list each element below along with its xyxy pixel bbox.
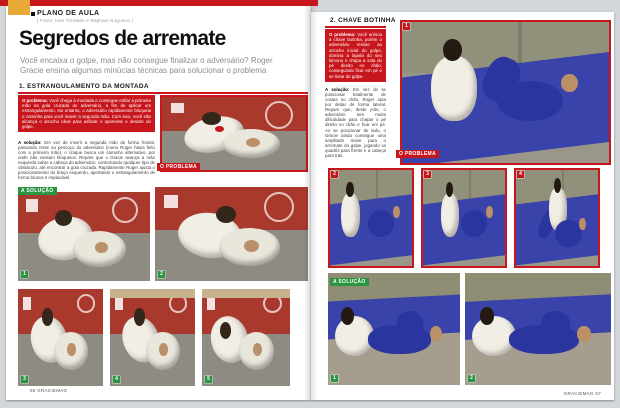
photo-solution-2 xyxy=(465,273,611,385)
step-number-badge: 5 xyxy=(205,376,212,383)
solution-label-2: A solução: xyxy=(325,87,350,92)
problem-box-2 xyxy=(325,29,386,82)
figure-head-skin xyxy=(430,326,442,343)
figure-head-dark xyxy=(554,178,561,193)
solution-text-1: Em vez de inserir a segunda mão de forma frontal, passando rente ao pescoço do adversário (como Roger havia feito com a primeira mão), o craque busca um caminho alternativo, por onde não existam bloqueios. Repare que o Gracie avança a mão esquerda sobre a cabeça do adversário, contornando qualquer tipo de obstáculo, até encontrar a gola cruzada. Rapidamente Roger ajusta o posicionamento do braço esquerdo, apertando o estrangulamento de forma brusca e implacável. xyxy=(18,140,155,181)
figure-head-bald xyxy=(67,343,76,356)
kicker-row xyxy=(31,10,100,17)
photo-problem-step-4 xyxy=(514,168,600,268)
figure-head-dark xyxy=(42,308,53,325)
figure-head-dark xyxy=(202,112,221,125)
figure-head-dark xyxy=(346,182,353,197)
figure-white-gi xyxy=(341,193,359,237)
figure-head-dark xyxy=(341,307,354,325)
section-1-rule xyxy=(18,92,308,94)
photo-step-1 xyxy=(18,192,150,281)
figure-head-skin xyxy=(393,206,400,218)
figure-head-dark xyxy=(480,307,495,325)
figure-blue-gi-torso xyxy=(461,210,487,237)
figure-head-bald xyxy=(159,343,168,356)
step-number-badge: 4 xyxy=(113,376,120,383)
photo-step-2 xyxy=(155,187,308,281)
photo-problem-step-3 xyxy=(421,168,507,268)
top-red-bar xyxy=(0,0,318,6)
figure-blue-gi-torso xyxy=(497,81,563,120)
solution-text-2: Em vez de se posicionar totalmente de costas no chão, Roger opta por deitar de forma lateral. Repare que, deste jeito, o adversário tem muita dificuldade para chapar o pé direito no chão e ficar em pé. Ao se posicionar de lado, o Gracie ainda consegue uma amplitude maior para o arremate do golpe, jogando os quadris para frente e a cabeça para trás. xyxy=(325,87,386,158)
solution-tag-1: A SOLUÇÃO xyxy=(18,187,57,195)
solution-label-1: A solução: xyxy=(18,140,42,145)
figure-head-bald xyxy=(244,240,259,252)
figure-head-bald xyxy=(95,242,108,254)
figure-head-dark xyxy=(55,210,72,226)
photo-solution-1 xyxy=(328,273,460,385)
solution-paragraph-1 xyxy=(18,140,155,181)
kicker-label: PLANO DE AULA xyxy=(37,10,100,17)
right-page xyxy=(311,12,614,400)
section-2-rule xyxy=(325,26,386,28)
section-1-title: 1. ESTRANGULAMENTO DA MONTADA xyxy=(19,83,149,90)
photo-problem-step-2 xyxy=(328,168,414,268)
problem-tag-2: O PROBLEMA xyxy=(396,150,439,158)
photo-problem-mount xyxy=(160,95,308,172)
problem-tag-1: O PROBLEMA xyxy=(157,163,200,171)
figure-head-skin xyxy=(486,206,493,218)
step-number-badge: 1 xyxy=(331,375,338,382)
gi-patch xyxy=(215,126,224,132)
figure-head-bald xyxy=(253,343,262,356)
figure-head-dark xyxy=(134,308,145,325)
figure-blue-gi-torso xyxy=(555,220,581,247)
step-number-badge: 2 xyxy=(468,375,475,382)
solution-paragraph-2 xyxy=(325,87,386,158)
step-number-badge: 2 xyxy=(331,171,338,178)
corner-yellow-square xyxy=(8,0,30,15)
figure-blue-gi-torso xyxy=(509,325,579,354)
figure-white-gi xyxy=(441,193,459,237)
problem-label-2: O problema: xyxy=(329,32,356,37)
solution-tag-2: A SOLUÇÃO xyxy=(330,278,369,286)
problem-text-2: Você arrisca a chave botinha, porém o adversário resiste ao arrocho inicial do golpe, domina a lapela do seu kimono e chapa a sola do pé direito no chão, conseguindo ficar em pé e se livrar do golpe. xyxy=(329,32,382,79)
photo-credits: [ Fotos: Ivan Trindade e Raphael Nogueira ] xyxy=(37,18,133,23)
deck-text: Você encaixa o golpe, mas não consegue finalizar o adversário? Roger Gracie ensina algumas minúcias técnicas para solucionar o problema xyxy=(20,56,273,75)
figure-blue-gi-torso xyxy=(368,210,394,237)
left-page xyxy=(6,6,311,400)
figure-white-gi xyxy=(431,56,477,121)
figure-head-dark xyxy=(216,206,236,223)
photo-step-4 xyxy=(110,289,195,386)
step-number-badge: 1 xyxy=(21,271,28,278)
photo-step-5 xyxy=(202,289,290,386)
left-page-folio: 66 GRACIEMAG xyxy=(30,388,68,393)
step-number-badge: 3 xyxy=(424,171,431,178)
step-number-badge: 1 xyxy=(403,23,410,30)
photo-problem-botinha xyxy=(400,20,611,165)
step-number-badge: 3 xyxy=(21,376,28,383)
figure-head-skin xyxy=(579,218,586,230)
step-number-badge: 2 xyxy=(158,271,165,278)
section-2-title: 2. CHAVE BOTINHA xyxy=(330,17,396,24)
right-page-folio: GRACIEMAG 67 xyxy=(563,391,601,396)
kicker-square-icon xyxy=(31,12,35,16)
page-title: Segredos de arremate xyxy=(19,27,226,50)
step-number-badge: 4 xyxy=(517,171,524,178)
problem-text-1: Você chega à montada e consegue enfiar a primeira mão na gola cruzada do adversário, a fim de aplicar um estrangulamento. No entanto, o adversário rapidamente bloqueia o caminho para você inserir a segunda mão. Com isso, você não alcança o arrocho ideal para asfixiar o oponente e desiste do golpe. xyxy=(22,98,151,129)
problem-label-1: O problema: xyxy=(22,98,48,103)
problem-box-1 xyxy=(18,95,155,132)
figure-head-skin xyxy=(577,326,590,343)
figure-blue-gi-torso xyxy=(368,325,431,354)
photo-step-3 xyxy=(18,289,103,386)
